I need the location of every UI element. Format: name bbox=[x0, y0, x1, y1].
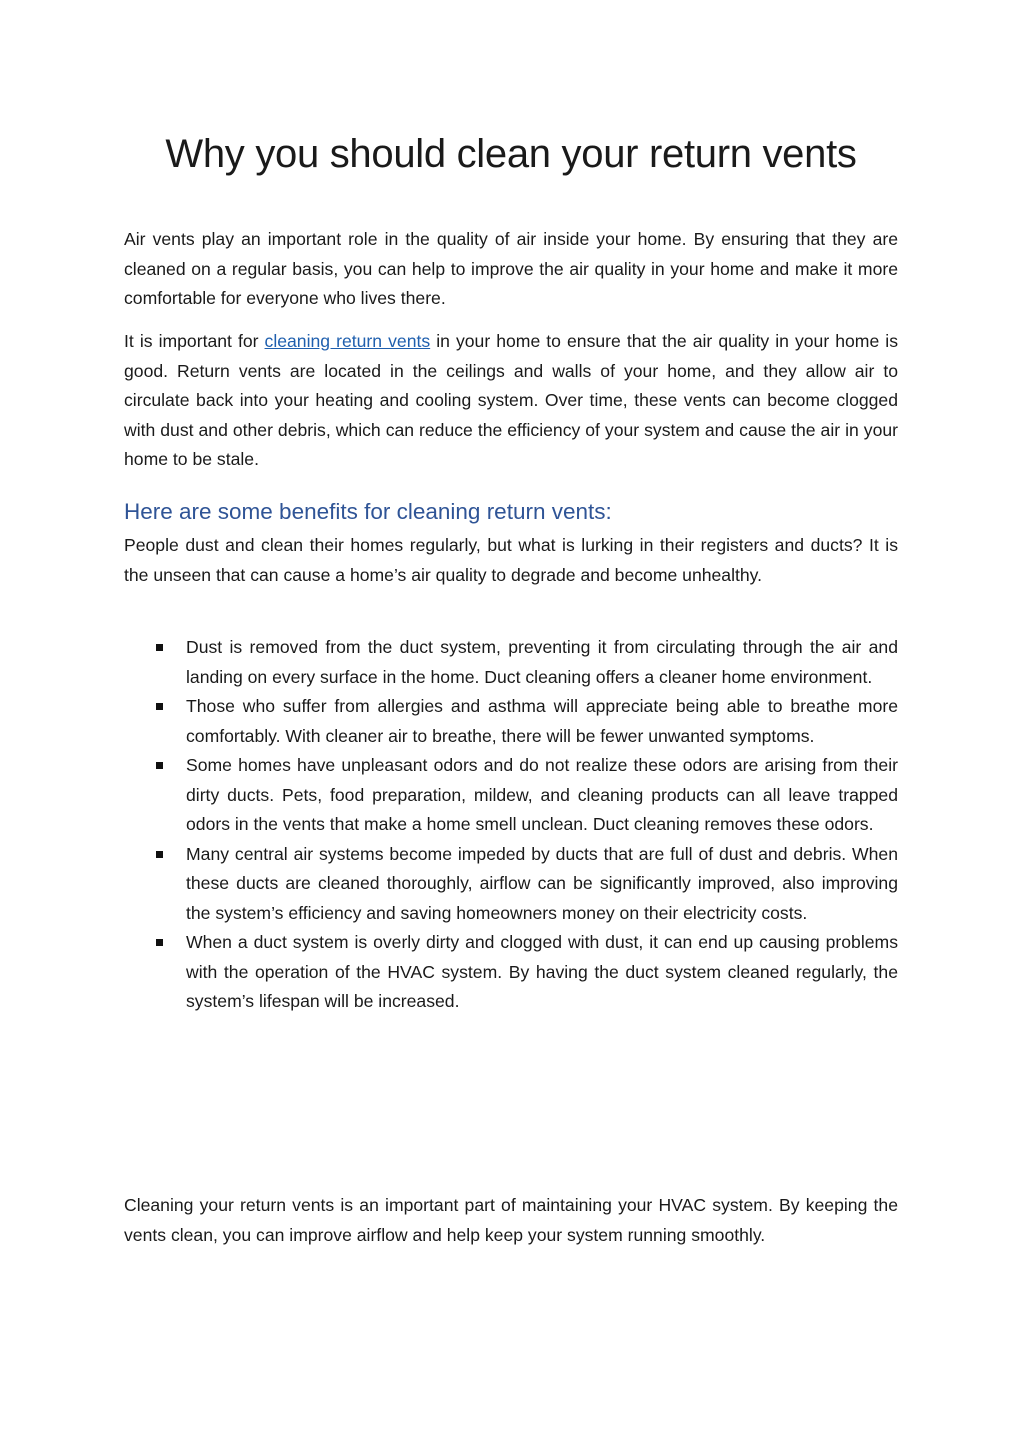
square-bullet-icon bbox=[156, 939, 163, 946]
benefit-text: Many central air systems become impeded by ducts that are full of dust and debris. When these ducts are cleaned thoroughly, airflow can be significantly improved, also improving the system’s efficiency and saving homeowners money on their electricity costs. bbox=[186, 843, 898, 923]
intro-paragraph: Air vents play an important role in the quality of air inside your home. By ensuring that they are cleaned on a regular basis, you can help to improve the air quality in your home and make it more comfortable for everyone who lives there. bbox=[124, 229, 898, 308]
vents-paragraph-rest: in your home to ensure that the air quality in your home is good. Return vents are located in the ceilings and walls of your home, and they allow air to circulate back into your heating and cooling system. Over time, these vents can become clogged with dust and other debris, which can reduce the efficiency of your system and cause the air in your home to be stale. bbox=[124, 331, 898, 469]
list-item bbox=[124, 633, 898, 692]
square-bullet-icon bbox=[156, 644, 163, 651]
vents-paragraph-lead: It is important for bbox=[124, 331, 265, 351]
benefit-text: Those who suffer from allergies and asthma will appreciate being able to breathe more comfortably. With cleaner air to breathe, there will be fewer unwanted symptoms. bbox=[186, 696, 898, 746]
benefits-intro-paragraph: People dust and clean their homes regularly, but what is lurking in their registers and ducts? It is the unseen that can cause a home’s air quality to degrade and become unhealthy. bbox=[124, 535, 898, 585]
list-item bbox=[124, 751, 898, 840]
square-bullet-icon bbox=[156, 851, 163, 858]
conclusion-paragraph: Cleaning your return vents is an important part of maintaining your HVAC system. By keeping the vents clean, you can improve airflow and help keep your system running smoothly. bbox=[124, 1195, 898, 1245]
list-item bbox=[124, 840, 898, 929]
benefits-heading: Here are some benefits for cleaning return vents: bbox=[124, 499, 612, 524]
vents-paragraph bbox=[124, 327, 898, 475]
benefit-text: When a duct system is overly dirty and clogged with dust, it can end up causing problems with the operation of the HVAC system. By having the duct system cleaned regularly, the system’s lifespan will be increased. bbox=[186, 932, 898, 1011]
list-item bbox=[124, 928, 898, 1017]
page-title: Why you should clean your return vents bbox=[165, 132, 857, 176]
square-bullet-icon bbox=[156, 703, 163, 710]
square-bullet-icon bbox=[156, 762, 163, 769]
cleaning-return-vents-link[interactable]: cleaning return vents bbox=[264, 331, 431, 351]
benefits-list bbox=[124, 633, 898, 1017]
list-item bbox=[124, 692, 898, 751]
benefit-text: Dust is removed from the duct system, preventing it from circulating through the air and landing on every surface in the home. Duct cleaning offers a cleaner home environment. bbox=[186, 637, 898, 687]
benefit-text: Some homes have unpleasant odors and do not realize these odors are arising from their dirty ducts. Pets, food preparation, mildew, and cleaning products can all leave trapped odors in the vents that make a home smell unclean. Duct cleaning removes these odors. bbox=[186, 755, 898, 834]
